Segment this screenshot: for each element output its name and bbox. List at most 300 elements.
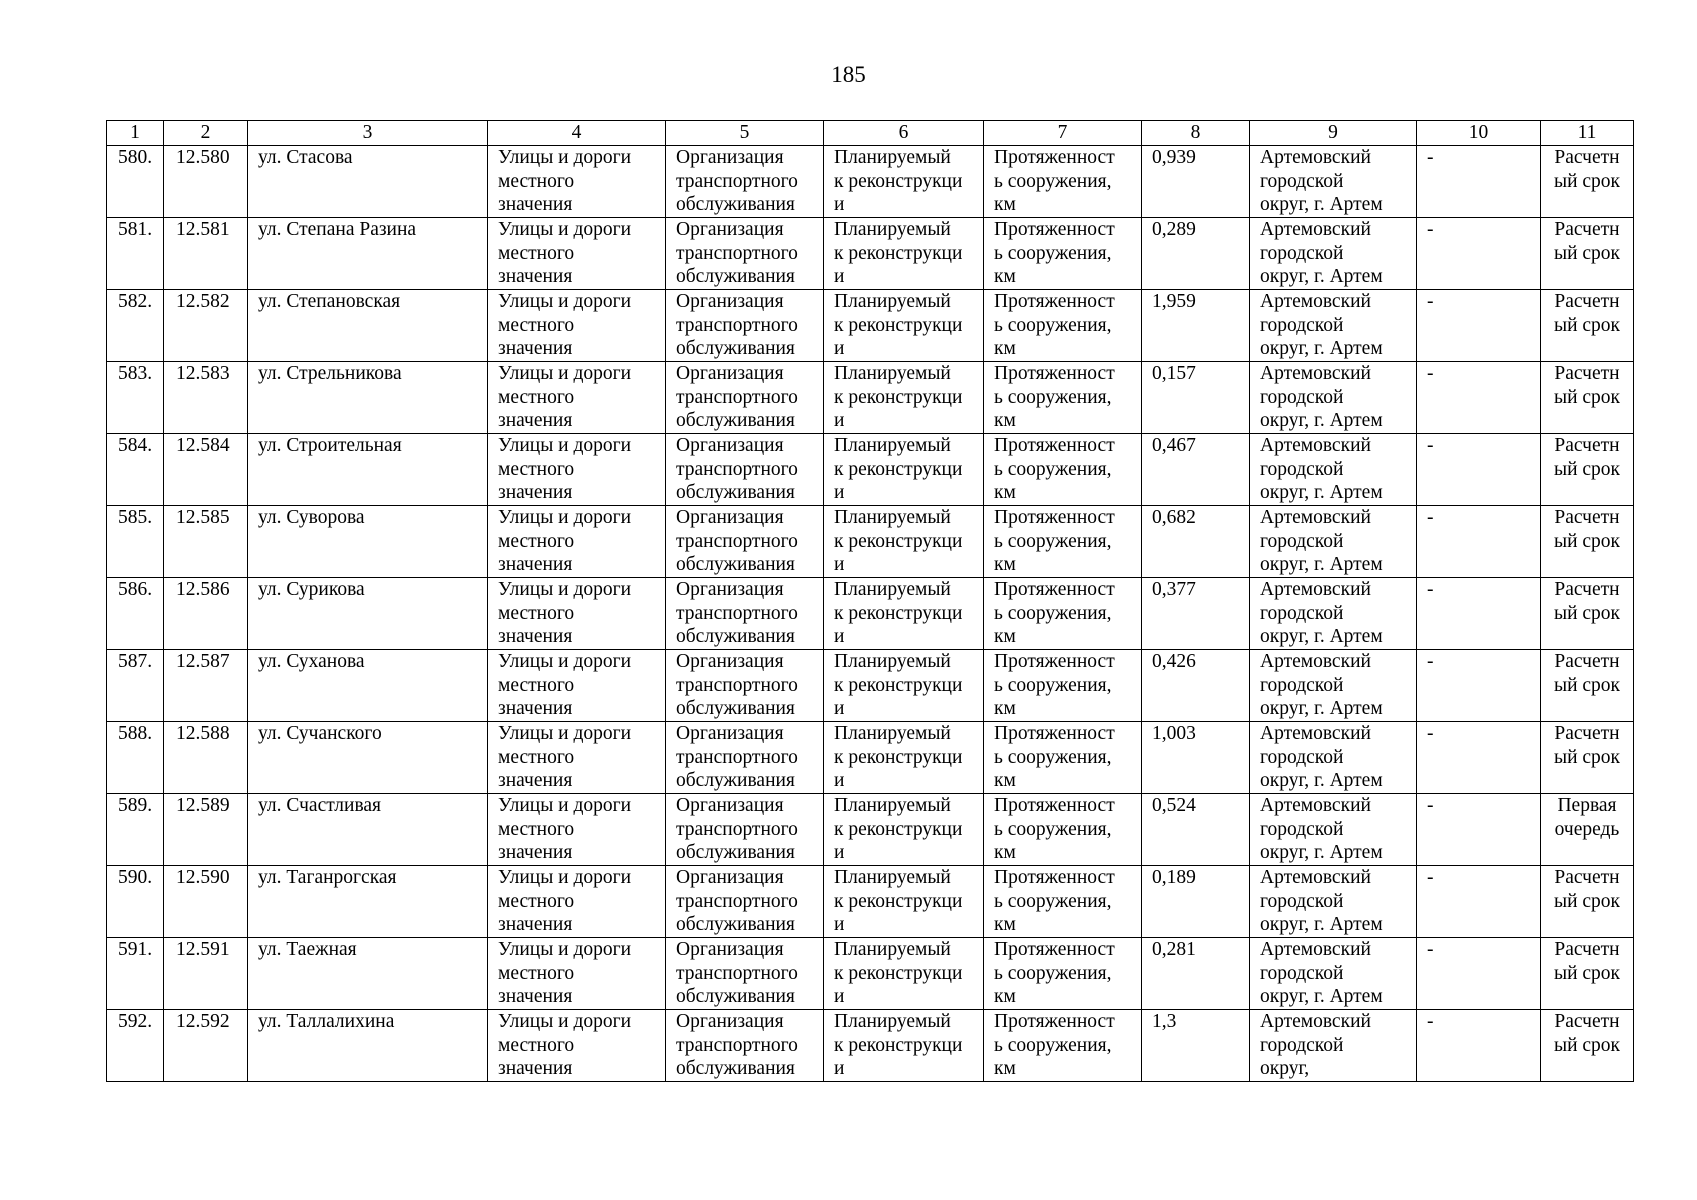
location-line: городской [1260,530,1344,552]
status-line: к реконструкци [834,530,963,552]
object-type-line: обслуживания [676,770,795,792]
term-line: ый срок [1553,530,1621,552]
purpose-line: местного [498,386,575,408]
value-cell: 0,939 [1142,146,1250,218]
term-line: Расчетн [1554,435,1620,456]
object-code-cell: 12.582 [164,290,248,362]
characteristic-cell [984,506,1142,578]
location-line: городской [1260,818,1344,840]
value-cell: 0,289 [1142,218,1250,290]
characteristic-cell [984,866,1142,938]
row-number-cell: 581. [107,218,164,290]
term-cell [1541,146,1634,218]
location-line: округ, г. Артем [1260,482,1383,504]
status-line: Планируемый [834,219,951,240]
object-type-line: транспортного [676,962,798,984]
characteristic-line: ь сооружения, [994,458,1112,480]
purpose-line: значения [498,482,573,504]
location-cell [1250,866,1417,938]
status-line: и [834,482,845,504]
location-line: Артемовский [1260,579,1371,600]
location-line: городской [1260,386,1344,408]
value-cell: 0,467 [1142,434,1250,506]
location-line: Артемовский [1260,867,1371,888]
object-type-line: обслуживания [676,914,795,936]
column-header: 6 [824,121,984,146]
table-row [107,218,1634,290]
object-type-line: Организация [676,723,784,744]
page-number: 185 [831,62,866,87]
object-type-line: Организация [676,1011,784,1032]
characteristic-cell [984,290,1142,362]
object-name-cell: ул. Таганрогская [248,866,488,938]
object-type-line: обслуживания [676,1058,795,1080]
status-line: Планируемый [834,363,951,384]
object-type-line: обслуживания [676,698,795,720]
term-line: ый срок [1553,962,1621,984]
table-row [107,938,1634,1010]
purpose-line: Улицы и дороги [498,435,632,456]
location-line: округ, г. Артем [1260,770,1383,792]
purpose-line: местного [498,170,575,192]
object-type-line: обслуживания [676,338,795,360]
purpose-line: Улицы и дороги [498,363,632,384]
object-type-line: транспортного [676,458,798,480]
characteristic-line: ь сооружения, [994,1034,1112,1056]
location-line: округ, г. Артем [1260,698,1383,720]
location-line: округ, г. Артем [1260,410,1383,432]
purpose-cell [488,290,666,362]
purpose-line: Улицы и дороги [498,651,632,672]
status-line: Планируемый [834,939,951,960]
characteristic-line: км [994,842,1016,864]
object-type-line: Организация [676,867,784,888]
column-header: 10 [1417,121,1541,146]
characteristic-line: км [994,770,1016,792]
term-cell [1541,650,1634,722]
purpose-line: местного [498,530,575,552]
term-line: ый срок [1553,1034,1621,1056]
object-code-cell: 12.584 [164,434,248,506]
characteristic-cell [984,362,1142,434]
characteristic-line: км [994,914,1016,936]
status-line: Планируемый [834,435,951,456]
purpose-line: Улицы и дороги [498,1011,632,1032]
term-line: Расчетн [1554,291,1620,312]
object-code-cell: 12.592 [164,1010,248,1082]
purpose-line: местного [498,818,575,840]
status-line: к реконструкци [834,962,963,984]
characteristic-line: ь сооружения, [994,674,1112,696]
value-cell: 0,157 [1142,362,1250,434]
characteristic-line: Протяженност [994,363,1115,384]
object-code-cell: 12.589 [164,794,248,866]
status-cell [824,1010,984,1082]
characteristic-line: км [994,266,1016,288]
characteristic-line: км [994,338,1016,360]
row-number-cell: 592. [107,1010,164,1082]
characteristic-line: Протяженност [994,651,1115,672]
purpose-line: Улицы и дороги [498,867,632,888]
purpose-line: значения [498,338,573,360]
term-line: ый срок [1553,458,1621,480]
status-cell [824,938,984,1010]
term-cell [1541,578,1634,650]
location-line: округ, г. Артем [1260,986,1383,1008]
table-row [107,506,1634,578]
purpose-line: Улицы и дороги [498,291,632,312]
object-code-cell: 12.591 [164,938,248,1010]
value-cell: 1,3 [1142,1010,1250,1082]
location-cell [1250,506,1417,578]
status-line: Планируемый [834,507,951,528]
status-cell [824,290,984,362]
object-type-line: Организация [676,651,784,672]
location-line: Артемовский [1260,435,1371,456]
status-line: к реконструкци [834,242,963,264]
object-type-line: обслуживания [676,266,795,288]
location-cell [1250,722,1417,794]
location-line: Артемовский [1260,363,1371,384]
status-line: и [834,1058,845,1080]
characteristic-line: Протяженност [994,507,1115,528]
object-name-cell: ул. Сурикова [248,578,488,650]
value-cell: 0,524 [1142,794,1250,866]
location-line: округ, [1260,1058,1310,1080]
column-header: 7 [984,121,1142,146]
purpose-cell [488,362,666,434]
purpose-line: значения [498,842,573,864]
table-row [107,1010,1634,1082]
characteristic-cell [984,938,1142,1010]
characteristic-line: ь сооружения, [994,530,1112,552]
status-line: к реконструкци [834,458,963,480]
term-line: ый срок [1553,746,1621,768]
status-line: и [834,626,845,648]
row-number-cell: 586. [107,578,164,650]
characteristic-line: Протяженност [994,939,1115,960]
location-line: Артемовский [1260,147,1371,168]
status-line: Планируемый [834,1011,951,1032]
object-type-cell [666,290,824,362]
object-type-cell [666,866,824,938]
table-row [107,362,1634,434]
location-line: городской [1260,674,1344,696]
location-line: городской [1260,1034,1344,1056]
location-line: округ, г. Артем [1260,914,1383,936]
purpose-line: местного [498,746,575,768]
status-line: Планируемый [834,651,951,672]
status-line: Планируемый [834,291,951,312]
purpose-line: Улицы и дороги [498,939,632,960]
purpose-cell [488,1010,666,1082]
purpose-line: местного [498,1034,575,1056]
object-type-line: транспортного [676,746,798,768]
object-type-cell [666,146,824,218]
column-10-cell: - [1417,362,1541,434]
status-line: и [834,194,845,216]
term-line: Расчетн [1554,651,1620,672]
object-name-cell: ул. Стасова [248,146,488,218]
characteristic-line: Протяженност [994,867,1115,888]
column-number-row [107,121,1634,146]
object-type-cell [666,218,824,290]
term-line: ый срок [1553,314,1621,336]
column-10-cell: - [1417,938,1541,1010]
object-type-line: обслуживания [676,554,795,576]
purpose-line: местного [498,890,575,912]
term-line: Расчетн [1554,219,1620,240]
table-row [107,722,1634,794]
location-line: городской [1260,746,1344,768]
status-line: к реконструкци [834,314,963,336]
objects-table [106,120,1634,1082]
table-row [107,290,1634,362]
purpose-cell [488,218,666,290]
location-line: Артемовский [1260,219,1371,240]
characteristic-line: км [994,194,1016,216]
status-line: и [834,770,845,792]
object-name-cell: ул. Степана Разина [248,218,488,290]
location-line: округ, г. Артем [1260,842,1383,864]
column-10-cell: - [1417,146,1541,218]
location-line: городской [1260,602,1344,624]
object-type-line: Организация [676,291,784,312]
purpose-line: значения [498,1058,573,1080]
purpose-line: значения [498,410,573,432]
object-name-cell: ул. Таежная [248,938,488,1010]
term-line: Расчетн [1554,147,1620,168]
characteristic-cell [984,434,1142,506]
term-line: Расчетн [1554,363,1620,384]
object-type-line: транспортного [676,818,798,840]
location-line: округ, г. Артем [1260,626,1383,648]
term-cell [1541,506,1634,578]
status-cell [824,146,984,218]
term-line: ый срок [1553,602,1621,624]
location-line: округ, г. Артем [1260,194,1383,216]
object-type-line: транспортного [676,890,798,912]
table-body [107,146,1634,1082]
object-type-cell [666,938,824,1010]
column-10-cell: - [1417,794,1541,866]
characteristic-line: Протяженност [994,579,1115,600]
status-cell [824,794,984,866]
object-code-cell: 12.581 [164,218,248,290]
object-type-line: транспортного [676,602,798,624]
location-cell [1250,290,1417,362]
object-type-cell [666,434,824,506]
term-line: Расчетн [1554,1011,1620,1032]
column-header: 11 [1541,121,1634,146]
characteristic-line: Протяженност [994,147,1115,168]
object-type-line: Организация [676,507,784,528]
object-type-line: транспортного [676,1034,798,1056]
object-code-cell: 12.585 [164,506,248,578]
purpose-line: значения [498,698,573,720]
object-type-line: Организация [676,219,784,240]
column-header: 5 [666,121,824,146]
term-cell [1541,218,1634,290]
purpose-line: местного [498,602,575,624]
object-code-cell: 12.590 [164,866,248,938]
value-cell: 0,189 [1142,866,1250,938]
object-code-cell: 12.588 [164,722,248,794]
status-line: к реконструкци [834,674,963,696]
table-row [107,866,1634,938]
purpose-cell [488,866,666,938]
term-cell [1541,434,1634,506]
term-line: Расчетн [1554,507,1620,528]
status-line: к реконструкци [834,890,963,912]
object-code-cell: 12.580 [164,146,248,218]
value-cell: 0,682 [1142,506,1250,578]
object-type-line: обслуживания [676,986,795,1008]
status-cell [824,362,984,434]
column-header: 8 [1142,121,1250,146]
term-line: ый срок [1553,170,1621,192]
purpose-line: значения [498,770,573,792]
column-header: 3 [248,121,488,146]
object-type-line: Организация [676,147,784,168]
purpose-cell [488,722,666,794]
characteristic-cell [984,722,1142,794]
status-line: Планируемый [834,723,951,744]
term-cell [1541,938,1634,1010]
value-cell: 0,426 [1142,650,1250,722]
purpose-line: Улицы и дороги [498,723,632,744]
table-row [107,794,1634,866]
characteristic-line: ь сооружения, [994,386,1112,408]
object-type-cell [666,506,824,578]
purpose-line: Улицы и дороги [498,219,632,240]
status-line: и [834,914,845,936]
term-line: Расчетн [1554,579,1620,600]
term-line: Расчетн [1554,723,1620,744]
purpose-line: значения [498,194,573,216]
term-line: Расчетн [1554,867,1620,888]
status-line: к реконструкци [834,818,963,840]
object-type-line: транспортного [676,170,798,192]
object-type-line: Организация [676,435,784,456]
purpose-line: Улицы и дороги [498,579,632,600]
term-line: ый срок [1553,890,1621,912]
status-cell [824,434,984,506]
characteristic-line: ь сооружения, [994,242,1112,264]
column-10-cell: - [1417,722,1541,794]
object-type-cell [666,362,824,434]
characteristic-line: км [994,410,1016,432]
object-name-cell: ул. Суворова [248,506,488,578]
term-cell [1541,722,1634,794]
purpose-line: Улицы и дороги [498,507,632,528]
status-line: к реконструкци [834,386,963,408]
purpose-line: местного [498,962,575,984]
location-line: Артемовский [1260,507,1371,528]
object-type-cell [666,722,824,794]
location-line: округ, г. Артем [1260,266,1383,288]
status-cell [824,506,984,578]
characteristic-line: Протяженност [994,291,1115,312]
characteristic-cell [984,1010,1142,1082]
term-line: ый срок [1553,386,1621,408]
object-name-cell: ул. Суханова [248,650,488,722]
table-row [107,434,1634,506]
row-number-cell: 585. [107,506,164,578]
object-name-cell: ул. Степановская [248,290,488,362]
object-name-cell: ул. Строительная [248,434,488,506]
object-name-cell: ул. Стрельникова [248,362,488,434]
status-line: к реконструкци [834,170,963,192]
location-line: Артемовский [1260,1011,1371,1032]
status-line: и [834,266,845,288]
column-10-cell: - [1417,578,1541,650]
status-line: и [834,698,845,720]
column-header: 2 [164,121,248,146]
object-name-cell: ул. Таллалихина [248,1010,488,1082]
term-cell [1541,866,1634,938]
characteristic-line: ь сооружения, [994,818,1112,840]
status-line: и [834,338,845,360]
purpose-line: местного [498,314,575,336]
object-type-line: транспортного [676,386,798,408]
row-number-cell: 583. [107,362,164,434]
location-line: городской [1260,242,1344,264]
location-cell [1250,434,1417,506]
row-number-cell: 582. [107,290,164,362]
characteristic-line: км [994,482,1016,504]
row-number-cell: 589. [107,794,164,866]
object-name-cell: ул. Счастливая [248,794,488,866]
characteristic-line: ь сооружения, [994,170,1112,192]
column-10-cell: - [1417,866,1541,938]
characteristic-line: км [994,626,1016,648]
location-cell [1250,794,1417,866]
object-type-line: Организация [676,939,784,960]
purpose-line: Улицы и дороги [498,795,632,816]
column-header: 9 [1250,121,1417,146]
object-type-cell [666,650,824,722]
status-line: и [834,986,845,1008]
purpose-line: значения [498,554,573,576]
purpose-line: значения [498,266,573,288]
term-line: Первая [1557,795,1617,816]
location-line: Артемовский [1260,723,1371,744]
status-line: Планируемый [834,147,951,168]
table-row [107,650,1634,722]
status-line: и [834,842,845,864]
status-line: к реконструкци [834,1034,963,1056]
characteristic-cell [984,578,1142,650]
object-code-cell: 12.583 [164,362,248,434]
status-line: и [834,554,845,576]
object-type-line: транспортного [676,242,798,264]
object-code-cell: 12.587 [164,650,248,722]
location-cell [1250,1010,1417,1082]
purpose-cell [488,578,666,650]
value-cell: 1,959 [1142,290,1250,362]
status-line: и [834,410,845,432]
term-cell [1541,290,1634,362]
characteristic-cell [984,794,1142,866]
value-cell: 0,281 [1142,938,1250,1010]
characteristic-line: км [994,554,1016,576]
status-line: Планируемый [834,867,951,888]
row-number-cell: 588. [107,722,164,794]
object-type-line: Организация [676,363,784,384]
characteristic-line: км [994,698,1016,720]
object-type-line: транспортного [676,530,798,552]
